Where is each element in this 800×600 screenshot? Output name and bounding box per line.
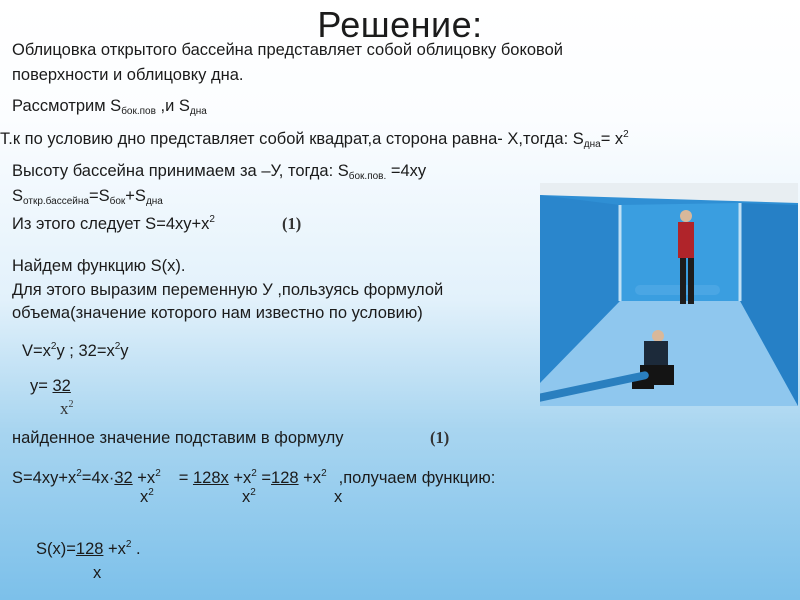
y-equation: y= 32 [30, 377, 71, 395]
final-function: $S(x)=128 +x^2$ . [36, 539, 141, 558]
result-denominator-3: x [334, 488, 343, 506]
standing-worker [678, 210, 694, 304]
since-line: Т.к по условию дно представляет собой квадрат,а сторона равна- Х,тогда: $S_{дна}= х^2$ [0, 129, 629, 150]
substitute-line: найденное значение подставим в формулу [12, 429, 344, 447]
express-line-2: объема(значение которого нам известно по условию) [12, 304, 423, 322]
result-line: $S=4xy+x^2=4x\cdot 32 +x^2 = 128x +x^2 =128 +x^2$ ,получаем функцию: [12, 468, 496, 487]
final-denominator: x [93, 564, 102, 582]
result-denominator-2: $x^2$ [242, 487, 256, 506]
pool-illustration [540, 183, 798, 406]
pool-photo [540, 183, 798, 406]
volume-line: $V=x^2y$ ; $32=x^2y$ [22, 341, 129, 360]
find-function-line: Найдем функцию S(x). [12, 257, 186, 275]
intro-line-2: поверхности и облицовку дна. [12, 66, 244, 84]
consider-line: Рассмотрим $S_{бок.пов}$ ,и $S_{дна}$ [12, 97, 207, 117]
liner-roll [635, 285, 720, 295]
total-line: $S_{откр.бассейна}=S_{бок}+S_{дна}$ [12, 187, 163, 207]
follows-line: Из этого следует $S=4ху+х^2$ [12, 214, 215, 233]
page-title: Решение: [317, 4, 483, 45]
express-line-1: Для этого выразим переменную У ,пользуясь формулой [12, 281, 444, 299]
height-line: Высоту бассейна принимаем за –У, тогда: $S_{бок.пов.} =4ху$ [12, 162, 427, 182]
intro-line-1: Облицовка открытого бассейна представляет собой облицовку боковой [12, 41, 564, 59]
result-denominator-1: $x^2$ [140, 487, 154, 506]
equation-label-2: (1) [430, 428, 450, 447]
equation-label-1: (1) [282, 214, 302, 233]
y-denominator: $x^2$ [60, 399, 74, 418]
